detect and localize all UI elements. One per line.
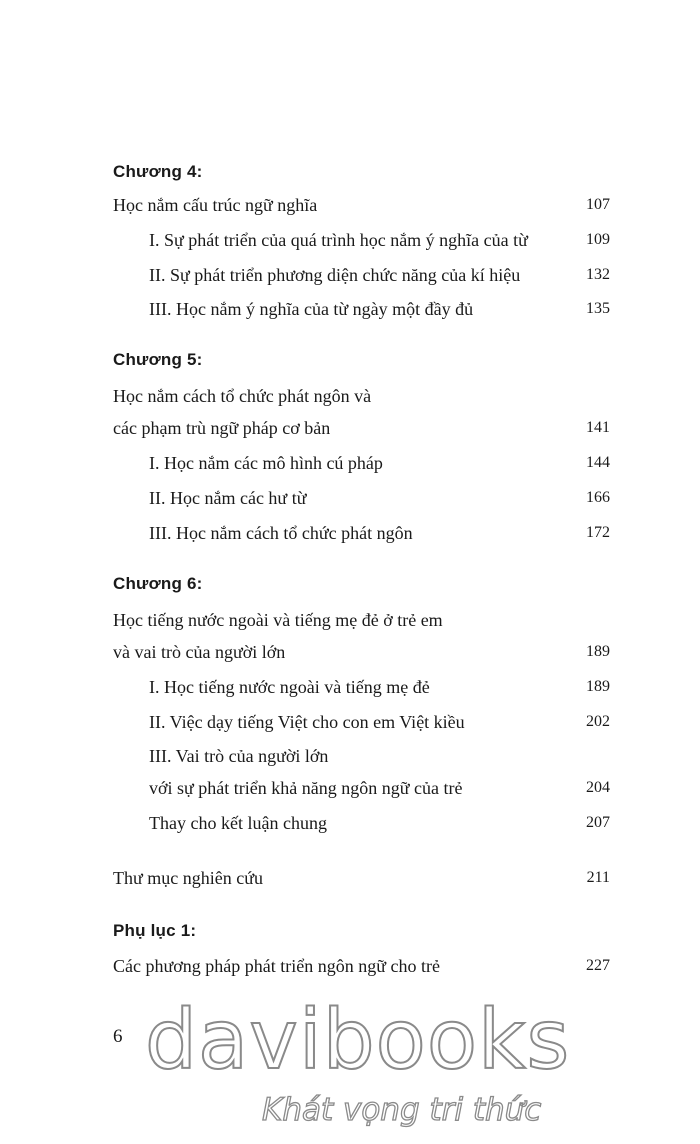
- watermark-brand: davibooks: [145, 993, 571, 1088]
- entry-text: II. Việc dạy tiếng Việt cho con em Việt kiều: [149, 712, 465, 732]
- chapter-6-heading: [113, 639, 610, 665]
- entry-page-number: 135: [586, 300, 610, 317]
- entry-text: Các phương pháp phát triển ngôn ngữ cho trẻ: [113, 956, 440, 976]
- entry-page-number: 107: [586, 196, 610, 213]
- entry-text: với sự phát triển khả năng ngôn ngữ của trẻ: [149, 778, 463, 798]
- toc-entry: [149, 450, 610, 476]
- entry-text: Thư mục nghiên cứu: [113, 868, 263, 888]
- entry-text: II. Học nắm các hư từ: [149, 488, 307, 508]
- appendix-title: Phụ lục 1:: [113, 921, 197, 940]
- bibliography-entry: [113, 865, 610, 891]
- toc-entry: [149, 296, 610, 322]
- entry-page-number: 189: [586, 643, 610, 660]
- entry-page-number: 211: [586, 869, 610, 886]
- entry-page-number: 144: [586, 454, 610, 471]
- chapter-6-title: Chương 6:: [113, 574, 203, 593]
- entry-text: I. Sự phát triển của quá trình học nắm ý nghĩa của từ: [149, 230, 528, 250]
- chapter-6-heading-line1: Học tiếng nước ngoài và tiếng mẹ đẻ ở trẻ em: [113, 610, 443, 630]
- toc-entry: [149, 262, 610, 288]
- entry-text: các phạm trù ngữ pháp cơ bản: [113, 418, 331, 438]
- toc-entry: [149, 775, 610, 801]
- chapter-4-title: Chương 4:: [113, 162, 203, 181]
- entry-page-number: 109: [586, 231, 610, 248]
- toc-entry: [149, 810, 610, 836]
- entry-text: và vai trò của người lớn: [113, 642, 286, 662]
- entry-page-number: 132: [586, 266, 610, 283]
- chapter-5-title: Chương 5:: [113, 350, 203, 369]
- page-number: 6: [113, 1026, 123, 1047]
- entry-page-number: 166: [586, 489, 610, 506]
- chapter-4-heading: [113, 192, 610, 218]
- entry-page-number: 227: [586, 957, 610, 974]
- entry-page-number: 207: [586, 814, 610, 831]
- entry-text: Thay cho kết luận chung: [149, 813, 327, 833]
- entry-text: II. Sự phát triển phương diện chức năng của kí hiệu: [149, 265, 521, 285]
- entry-text: III. Học nắm cách tổ chức phát ngôn: [149, 523, 413, 543]
- appendix-heading: [113, 953, 610, 979]
- entry-text: I. Học tiếng nước ngoài và tiếng mẹ đẻ: [149, 677, 430, 697]
- entry-page-number: 172: [586, 524, 610, 541]
- toc-entry: [149, 674, 610, 700]
- toc-entry: [149, 709, 610, 735]
- toc-entry: [149, 485, 610, 511]
- toc-entry: [149, 227, 610, 253]
- entry-text: Học nắm cấu trúc ngữ nghĩa: [113, 195, 318, 215]
- entry-page-number: 189: [586, 678, 610, 695]
- entry-page-number: 141: [586, 419, 610, 436]
- chapter-5-heading-line1: Học nắm cách tổ chức phát ngôn và: [113, 386, 372, 406]
- entry-page-number: 202: [586, 713, 610, 730]
- toc-entry: [149, 520, 610, 546]
- entry-text: III. Học nắm ý nghĩa của từ ngày một đầy đủ: [149, 299, 474, 319]
- entry-text: I. Học nắm các mô hình cú pháp: [149, 453, 383, 473]
- watermark-slogan: Khát vọng tri thức: [262, 1092, 542, 1128]
- entry-page-number: 204: [586, 779, 610, 796]
- chapter-5-heading: [113, 415, 610, 441]
- toc-entry-line1: III. Vai trò của người lớn: [149, 746, 329, 766]
